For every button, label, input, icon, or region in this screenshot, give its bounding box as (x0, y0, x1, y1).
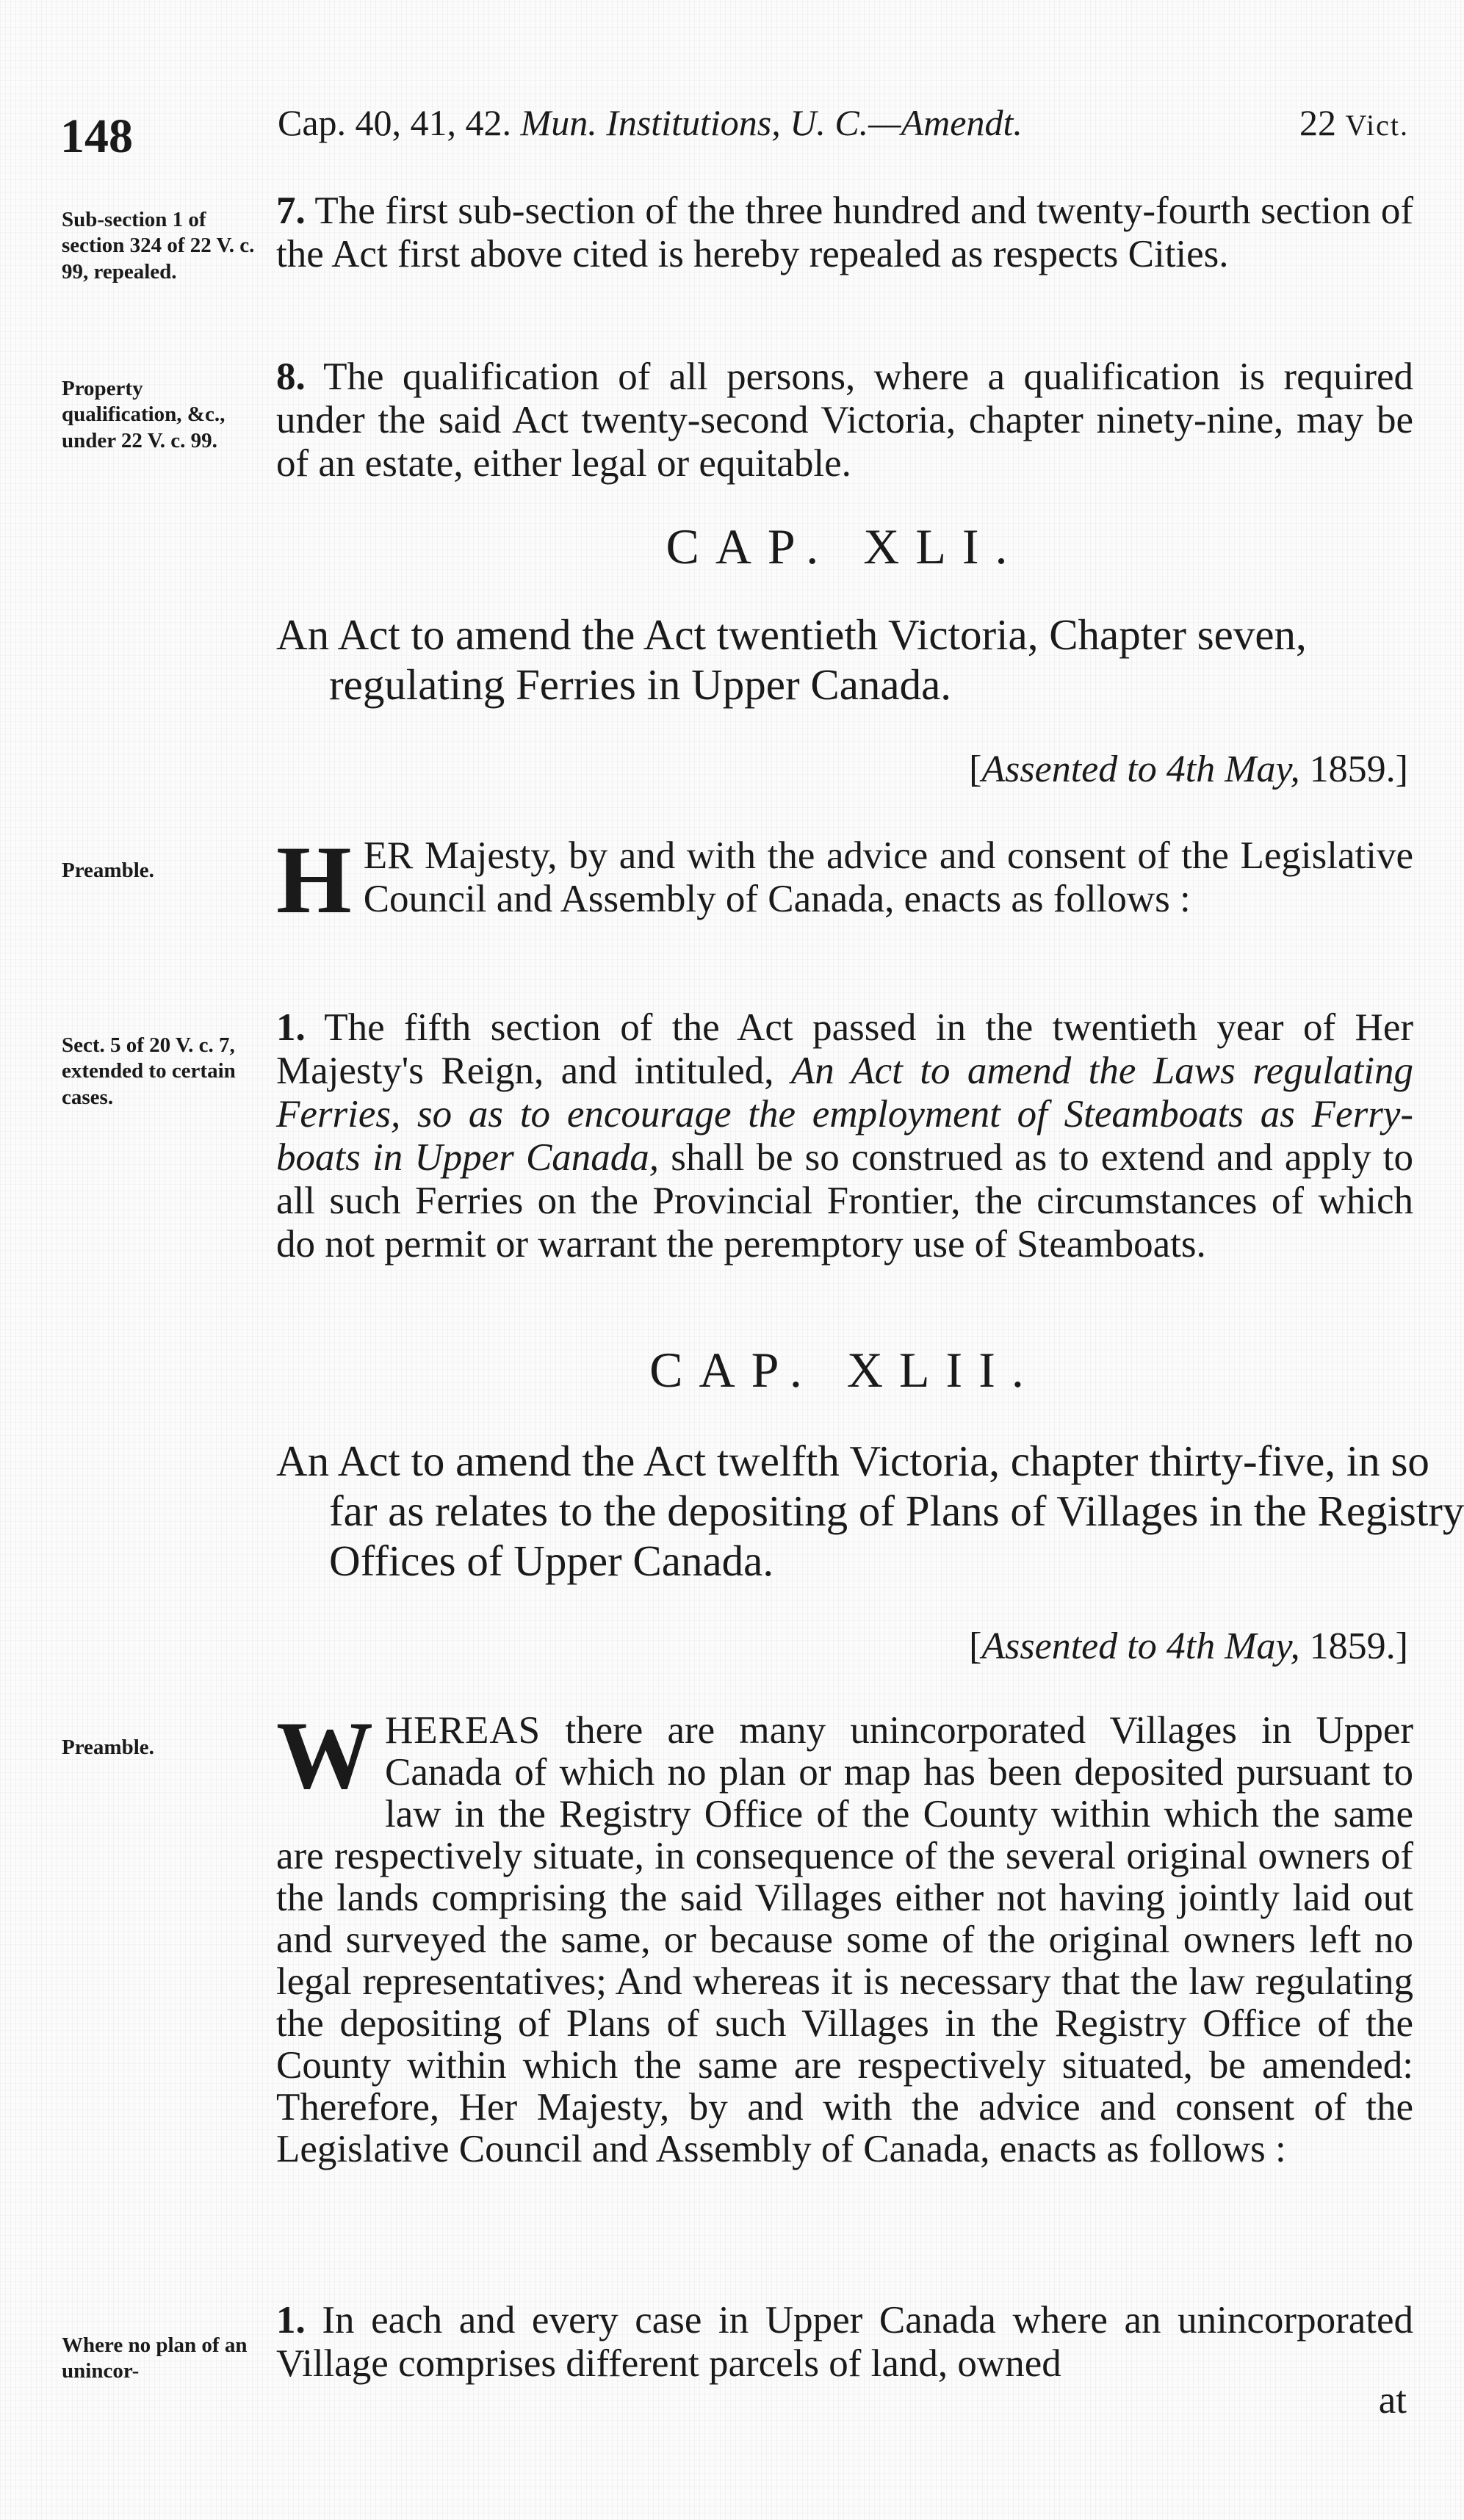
cap-41-drop-cap: H (276, 826, 352, 934)
margin-note-cap-41-preamble: Preamble. (62, 859, 154, 882)
cap-41-assent-year: 1859.] (1309, 748, 1408, 790)
cap-41-heading: CAP. XLI. (666, 519, 1024, 574)
header-caption (278, 101, 1409, 144)
section-8-text: The qualification of all persons, where a qualification is required under the said Act twenty-second Victoria, chapter ninety-nine, may be of an estate, either legal or equitable. (276, 355, 1413, 485)
cap-42-preamble-lead: HEREAS (385, 1709, 541, 1752)
section-8 (276, 355, 1413, 485)
margin-note-section-7: Sub-section 1 of section 324 of 22 V. c. 99, repealed. (62, 208, 255, 284)
section-8-number: 8. (276, 355, 306, 398)
margin-note-section-8: Property qualification, &c., under 22 V. c. 99. (62, 377, 226, 452)
section-7-text: The first sub-section of the three hundred and twenty-fourth section of the Act first above cited is hereby repealed as respects Cities. (276, 189, 1413, 275)
header-title: Mun. Institutions, U. C.—Amendt. (520, 102, 1023, 143)
cap-41-section-1-number: 1. (276, 1006, 306, 1049)
cap-42-assent: [Assented to 4th May, 1859.] (969, 1625, 1408, 1667)
cap-42-preamble (276, 1701, 1413, 2170)
cap-41-section-1: 1. The fifth section of the Act passed in the twentieth year of Her Majesty's Reign, and intituled, An Act to amend the Laws regulating Ferries, so as to encourage the employment of Steamboats as Ferry-boats in Upper Canada, shall be so construed as to extend and apply to all such Ferries on the Provincial Frontier, the circumstances of which do not permit or warrant the peremptory use of Steamboats. (276, 1006, 1414, 1266)
cap-42-title: An Act to amend the Act twelfth Victoria, chapter thirty-five, in so far as relates to the depositing of Plans of Villages in the Registry Offices of Upper Canada. (276, 1437, 1464, 1585)
section-7-number: 7. (276, 189, 306, 232)
cap-42-section-1-number: 1. (276, 2299, 306, 2342)
cap-42-section-1 (276, 2299, 1413, 2386)
cap-41-title: An Act to amend the Act twentieth Victoria, Chapter seven, regulating Ferries in Upper Canada. (276, 610, 1307, 709)
header-chapters: Cap. 40, 41, 42. (278, 102, 521, 143)
cap-41-preamble (276, 826, 1413, 934)
cap-42-preamble-text: there are many unincorporated Villages in Upper Canada of which no plan or map has been deposited pursuant to law in the Registry Office of the County within which the same are respectively situate, in consequence of the several original owners of the lands comprising the said Villages either not having jointly laid out and surveyed the same, or because some of the original owners left no legal representatives; And whereas it is necessary that the law regulating the depositing of Plans of such Villages in the Registry Office of the County within which the same are respectively situated, be amended: Therefore, Her Majesty, by and with the advice and consent of the Legislative Council and Assembly of Canada, enacts as follows : (276, 1709, 1413, 2170)
margin-note-cap-42-preamble: Preamble. (62, 1736, 154, 1759)
cap-41-preamble-text: ER Majesty, by and with the advice and consent of the Legislative Council and Assembly of Canada, enacts as follows : (363, 834, 1413, 920)
page-number: 148 (60, 109, 133, 163)
catchword: at (1378, 2379, 1407, 2422)
cap-42-heading: CAP. XLII. (649, 1342, 1040, 1398)
header-reign: Vict. (1345, 109, 1409, 142)
cap-42-assent-text: Assented to 4th May, (981, 1625, 1310, 1667)
cap-41-assent-text: Assented to 4th May, (981, 748, 1310, 790)
cap-41-cited-act: An Act to amend the Laws regulating Ferries, so as to encourage the employment of Steamboats as Ferry-boats in Upper Canada, (276, 1050, 1414, 1179)
cap-42-drop-cap: W (276, 1701, 373, 1809)
cap-42-assent-year: 1859.] (1309, 1625, 1408, 1667)
header-regnal-year (1299, 101, 1409, 144)
cap-42-section-1-text: In each and every case in Upper Canada where an unincorporated Village comprises different parcels of land, owned (276, 2299, 1413, 2385)
margin-note-cap-41-section-1: Sect. 5 of 20 V. c. 7, extended to certain cases. (62, 1033, 236, 1109)
margin-note-cap-42-section-1: Where no plan of an unincor- (62, 2333, 248, 2383)
cap-41-assent: [Assented to 4th May, 1859.] (969, 748, 1408, 790)
section-7 (276, 189, 1413, 276)
running-head (0, 0, 1464, 191)
header-year: 22 (1299, 102, 1346, 143)
